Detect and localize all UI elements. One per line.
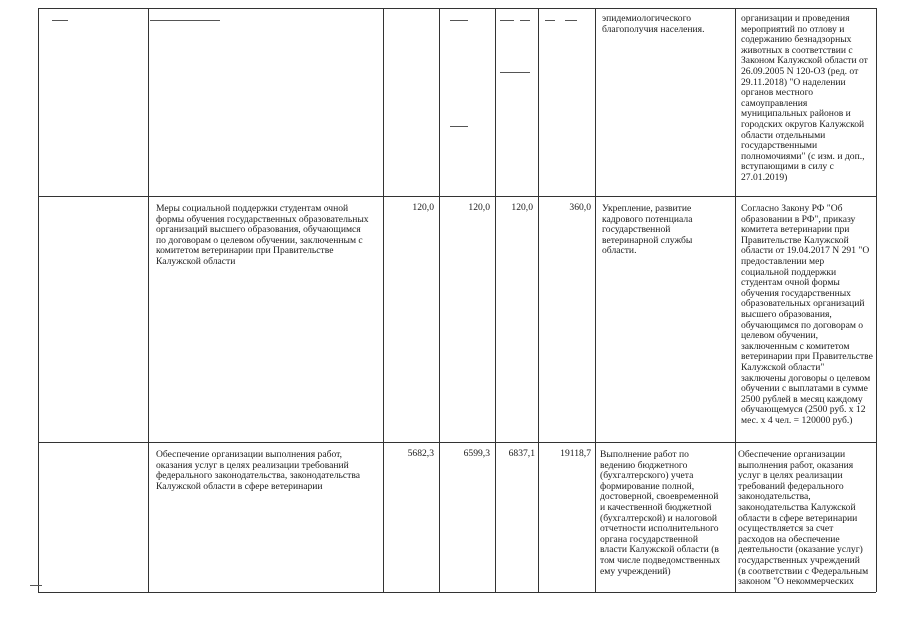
col-border-2 — [383, 8, 384, 592]
row1-basis: Согласно Закону РФ "Об образовании в РФ", приказу комитета ветеринарии при Правительстве Калужской области от 19.04.2017 N 291 "О предоставлении мер социальной поддержки студентам очной формы обучения государственных образовательных организаций высшего образования, обучающимся по договорам о целевом обучении, заключенным с комитетом ветеринарии при Правительстве Калужской области" заключены договоры о целевом обучении с выплатами в сумме 2500 рублей в месяц каждому обучающемуся (2500 руб. х 12 мес. х 4 чел. = 120000 руб.) — [741, 203, 873, 426]
artifact-dash — [545, 20, 555, 21]
artifact-dash — [30, 585, 42, 586]
artifact-dash — [500, 72, 530, 73]
artifact-dash — [565, 20, 577, 21]
artifact-dash — [450, 126, 468, 127]
row2-basis: Обеспечение организации выполнения работ, оказания услуг в целях реализации требований федерального законодательства, законодательства Калужской области в сфере ветеринарии осуществляется за счет расходов на обеспечение деятельности (оказание услуг) государственных учреждений (в соответствии с Федеральным законом "О некоммерческих — [738, 450, 869, 588]
row0-result: эпидемиологического благополучия населения. — [602, 13, 705, 35]
artifact-dash — [500, 20, 514, 21]
col-border-6 — [595, 8, 596, 592]
row-border-2 — [38, 442, 876, 443]
row2-value-2020: 6599,3 — [463, 448, 490, 459]
col-border-5 — [538, 8, 539, 592]
row1-measure: Меры социальной поддержки студентам очной формы обучения государственных образовательных организаций высшего образования, обучающимся по договорам о целевом обучении, заключенным с комитетом ветеринарии при Правительстве Калужской области — [156, 203, 369, 267]
row1-value-2019: 120,0 — [412, 202, 434, 213]
col-border-3 — [439, 8, 440, 592]
artifact-dash — [450, 20, 468, 21]
row1-result: Укрепление, развитие кадрового потенциала государственной ветеринарной службы области. — [602, 203, 693, 257]
row2-measure: Обеспечение организации выполнения работ, оказания услуг в целях реализации требований федерального законодательства, законодательства Калужской области в сфере ветеринарии — [156, 449, 360, 492]
row1-value-total: 360,0 — [569, 202, 591, 213]
row2-result: Выполнение работ по ведению бюджетного (бухгалтерского) учета формирование полной, достоверной, своевременной и качественной бюджетной (бухгалтерской) и налоговой отчетности исполнительного органа государственной власти Калужской области (в том числе подведомственных ему учреждений) — [600, 449, 721, 577]
row1-value-2021: 120,0 — [511, 202, 533, 213]
col-border-8 — [876, 8, 877, 592]
row2-value-2019: 5682,3 — [407, 448, 434, 459]
row2-value-2021: 6837,1 — [508, 448, 535, 459]
artifact-dash — [150, 20, 220, 21]
row-border-bottom — [38, 592, 876, 593]
col-border-0 — [38, 8, 39, 592]
row1-value-2020: 120,0 — [468, 202, 490, 213]
row0-basis: организации и проведения мероприятий по отлову и содержанию безнадзорных животных в соответствии с Законом Калужской области от 26.09.2005 N 120-ОЗ (ред. от 29.11.2018) "О наделении органов местного самоуправления муниципальных районов и городских округов Калужской области отдельными государственными полномочиями" (с изм. и доп., вступающими в силу с 27.01.2019) — [741, 13, 868, 183]
col-border-1 — [148, 8, 149, 592]
artifact-dash — [520, 20, 530, 21]
col-border-7 — [735, 8, 736, 592]
col-border-4 — [495, 8, 496, 592]
row-border-top — [38, 8, 876, 9]
artifact-dash — [52, 20, 68, 21]
row-border-1 — [38, 196, 876, 197]
row2-value-total: 19118,7 — [560, 448, 591, 459]
